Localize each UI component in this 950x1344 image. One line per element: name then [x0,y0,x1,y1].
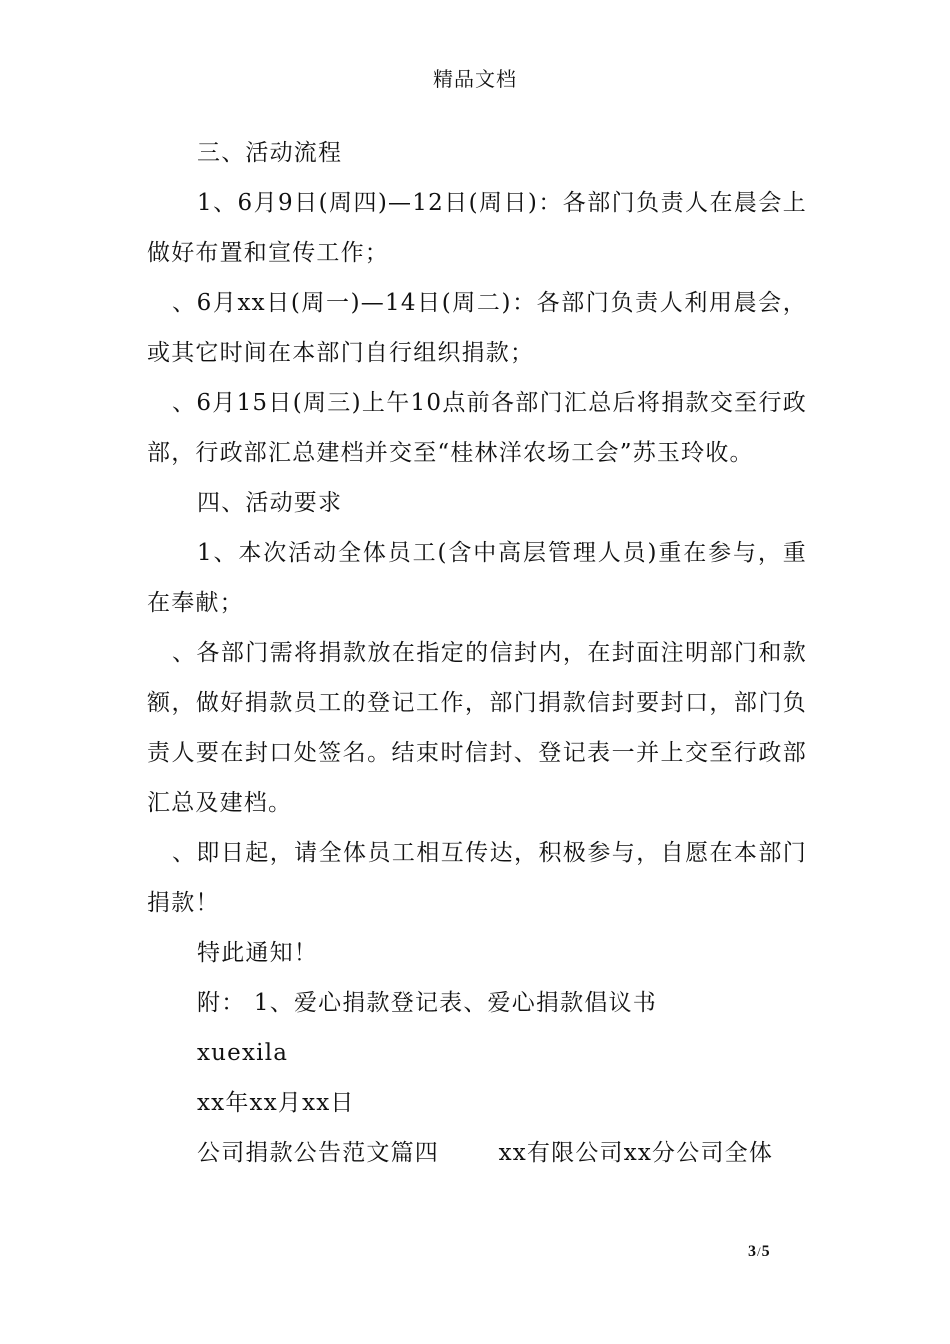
paragraph-process-step-1: 1、6月9日(周四)—12日(周日)：各部门负责人在晨会上做好布置和宣传工作； [147,190,807,266]
section-heading-process: 三、活动流程 [197,140,343,166]
attachment-line: 附： 1、爱心捐款登记表、爱心捐款倡议书 [197,990,657,1016]
page-number-total: 5 [761,1243,770,1260]
next-article-title: 公司捐款公告范文篇四 xx有限公司xx分公司全体 [197,1140,774,1166]
signature-name: xuexila [197,1040,289,1066]
paragraph-requirement-3: 、即日起，请全体员工相互传达，积极参与，自愿在本部门捐款！ [147,840,807,916]
notice-closing: 特此通知！ [197,940,318,966]
paragraph-process-step-3: 、6月15日(周三)上午10点前各部门汇总后将捐款交至行政部，行政部汇总建档并交至“桂林洋农场工会”苏玉玲收。 [147,390,807,466]
page-number-separator: / [757,1244,761,1259]
page-number [748,1242,770,1262]
paragraph-process-step-2: 、6月xx日(周一)—14日(周二)：各部门负责人利用晨会，或其它时间在本部门自行组织捐款； [147,290,807,366]
page-header: 精品文档 [433,67,517,91]
paragraph-requirement-1: 1、本次活动全体员工(含中高层管理人员)重在参与，重在奉献； [147,540,807,616]
document-body [147,128,807,1178]
signature-date: xx年xx月xx日 [197,1090,355,1116]
page-number-current: 3 [748,1243,756,1260]
paragraph-requirement-2: 、各部门需将捐款放在指定的信封内，在封面注明部门和款额，做好捐款员工的登记工作，部门捐款信封要封口，部门负责人要在封口处签名。结束时信封、登记表一并上交至行政部汇总及建档。 [147,640,807,816]
section-heading-requirements: 四、活动要求 [197,490,343,516]
